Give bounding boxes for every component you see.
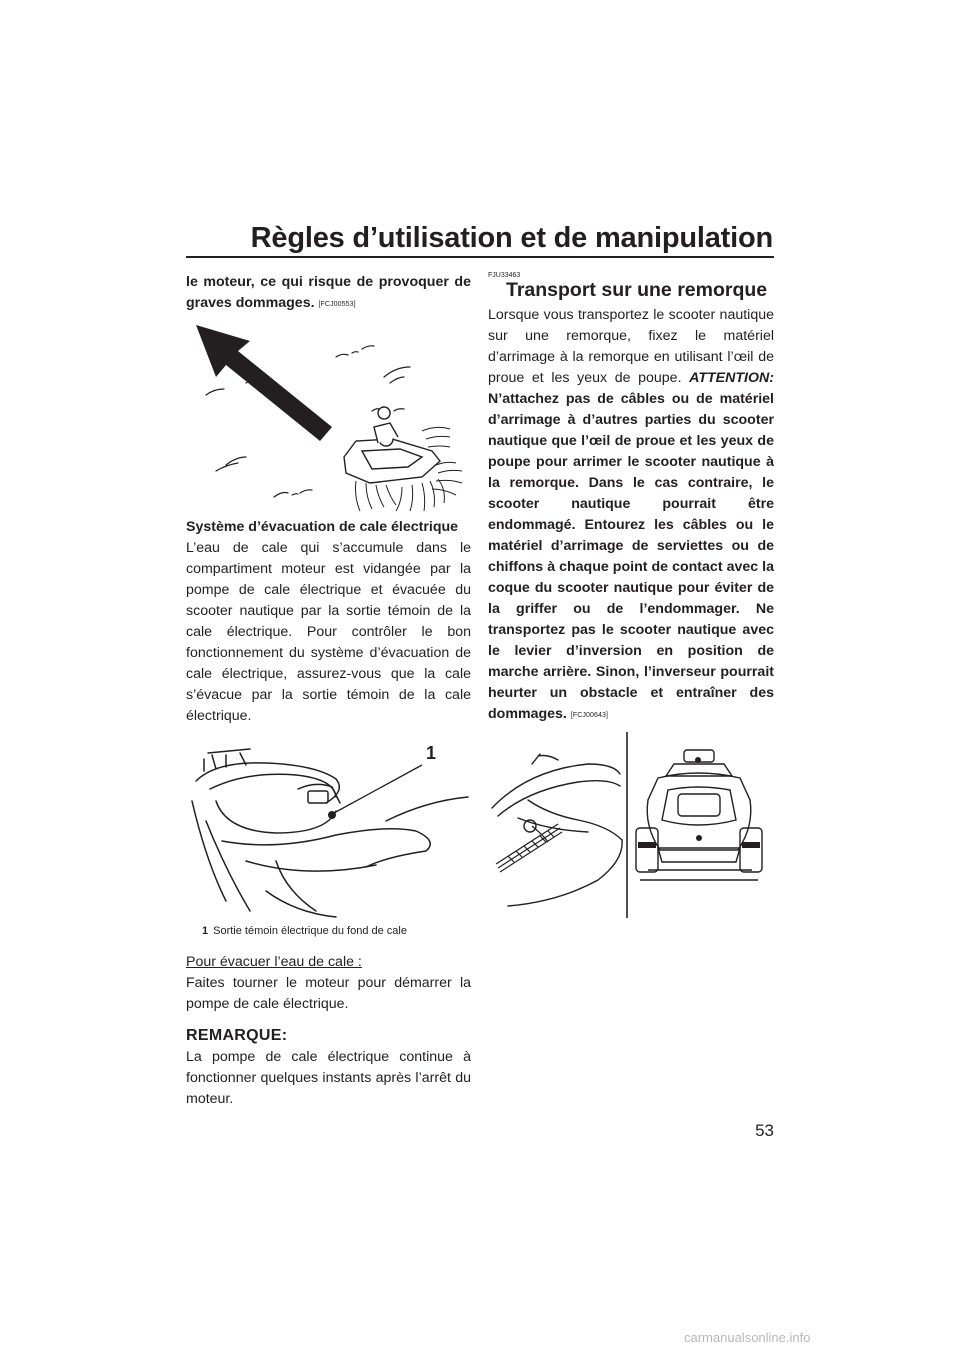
attention-label: ATTENTION:: [689, 370, 774, 386]
figure-caption: [202, 924, 471, 938]
warning-continuation: [186, 272, 471, 315]
trailer-paragraph: [488, 305, 774, 726]
attention-code: [FCJ00643]: [570, 712, 608, 719]
attention-text: N’attachez pas de câbles ou de matériel d’arrimage à d’autres parties du scooter nautique que l’œil de proue et les yeux de poupe pour arrimer le scooter nautique à la remorque. Dans le cas contraire, le scooter nautique pourrait être endommagé. Entourez les câbles ou le matériel d’arrimage de serviettes ou de chiffons à chaque point de contact avec la coque du scooter nautique pour éviter de la griffer ou de l’endommager. Ne transportez pas le scooter nautique avec le levier d’inversion en position de marche arrière. Sinon, l’inverseur pourrait heurter un obstacle et entraîner des dommages.: [488, 391, 774, 722]
left-column: [186, 272, 471, 1110]
drain-subheading: Pour évacuer l’eau de cale :: [186, 954, 362, 970]
page-title: Règles d’utilisation et de manipulation: [250, 222, 773, 254]
title-rule: [186, 256, 774, 258]
bilge-paragraph: L’eau de cale qui s’accumule dans le compartiment moteur est vidangée par la pompe de cale électrique et évacuée du scooter nautique par la sortie témoin de la cale électrique. Pour contrôler le bon fonctionnement du système d’évacuation de cale électrique, assurez-vous que la cale s’évacue par la sortie témoin de la cale électrique.: [186, 540, 471, 724]
bilge-heading: Système d’évacuation de cale électrique: [186, 519, 459, 535]
caption-number: 1: [202, 925, 209, 937]
remarque-text: La pompe de cale électrique continue à fonctionner quelques instants après l’arrêt du moteur.: [186, 1049, 471, 1107]
fig-jetski-wake: [186, 315, 471, 517]
warning-code: [FCJ00553]: [318, 301, 356, 308]
remarque-label: REMARQUE:: [186, 1027, 288, 1044]
fig-bilge-outlet: [186, 741, 471, 921]
figure-callout-1: 1: [426, 743, 437, 763]
right-column: [488, 272, 774, 920]
section-code: FJU33463: [488, 272, 521, 279]
trailer-text: Lorsque vous transportez le scooter nautique sur une remorque, fixez le matériel d’arrimage à la remorque en utilisant l’œil de proue et les yeux de poupe.: [488, 307, 774, 386]
fig-trailer-tiedown: [488, 730, 774, 920]
section-title: Transport sur une remorque: [506, 279, 768, 301]
warning-text: le moteur, ce qui risque de provoquer de graves dommages.: [186, 274, 471, 311]
page-number: 53: [755, 1121, 774, 1140]
drain-paragraph: Faites tourner le moteur pour démarrer la pompe de cale électrique.: [186, 975, 471, 1012]
watermark[interactable]: carmanualsonline.info: [684, 1330, 811, 1345]
caption-text: Sortie témoin électrique du fond de cale: [213, 925, 407, 937]
